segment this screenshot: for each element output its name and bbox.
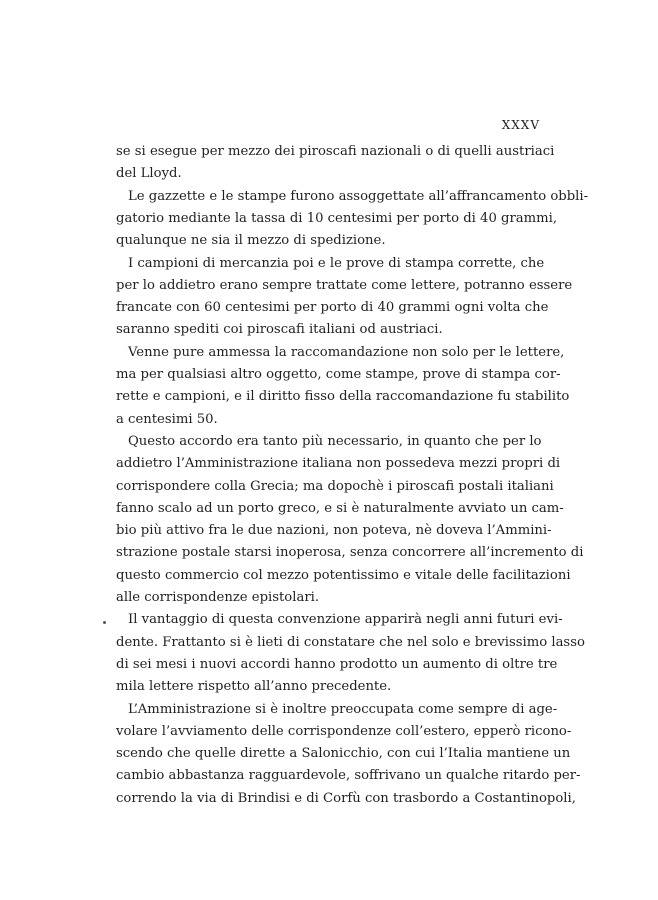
ink-speck: [103, 621, 106, 624]
text-line: Il vantaggio di questa convenzione apparirà negli anni futuri evi-: [128, 612, 563, 628]
text-line: a centesimi 50.: [116, 411, 218, 427]
text-line: saranno spediti coi piroscafi italiani od austriaci.: [116, 322, 443, 338]
text-line: L’Amministrazione si è inoltre preoccupata come sempre di age-: [128, 701, 558, 717]
text-line: Le gazzette e le stampe furono assoggettate all’affrancamento obbli-: [128, 188, 589, 204]
text-line: qualunque ne sia il mezzo di spedizione.: [116, 233, 386, 249]
text-line: volare l’avviamento delle corrispondenze coll’estero, epperò ricono-: [116, 723, 572, 739]
text-line: di sei mesi i nuovi accordi hanno prodotto un aumento di oltre tre: [116, 656, 558, 672]
text-line: fanno scalo ad un porto greco, e si è naturalmente avviato un cam-: [116, 500, 564, 516]
text-line: gatorio mediante la tassa di 10 centesimi per porto di 40 grammi,: [116, 210, 558, 226]
text-line: ma per qualsiasi altro oggetto, come stampe, prove di stampa cor-: [116, 367, 561, 382]
text-line: francate con 60 centesimi per porto di 40 grammi ogni volta che: [116, 300, 549, 316]
text-line: se si esegue per mezzo dei piroscafi nazionali o di quelli austriaci: [116, 144, 555, 159]
text-line: cambio abbastanza ragguardevole, soffrivano un qualche ritardo per-: [116, 768, 581, 784]
text-line: addietro l’Amministrazione italiana non possedeva mezzi propri di: [116, 456, 561, 472]
text-line: I campioni di mercanzia poi e le prove di stampa corrette, che: [128, 255, 545, 271]
text-line: del Lloyd.: [116, 166, 182, 182]
text-line: correndo la via di Brindisi e di Corfù con trasbordo a Costantinopoli,: [116, 790, 576, 806]
text-line: questo commercio col mezzo potentissimo e vitale delle facilitazioni: [116, 567, 571, 583]
text-line: alle corrispondenze epistolari.: [116, 590, 320, 605]
text-line: Questo accordo era tanto più necessario, in quanto che per lo: [128, 433, 542, 449]
text-line: dente. Frattanto si è lieti di constatare che nel solo e brevissimo lasso: [116, 634, 585, 650]
text-line: corrispondere colla Grecia; ma dopochè i piroscafi postali italiani: [116, 478, 554, 494]
text-line: bio più attivo fra le due nazioni, non poteva, nè doveva l’Ammini-: [116, 523, 552, 539]
text-line: Venne pure ammessa la raccomandazione non solo per le lettere,: [128, 344, 565, 360]
text-line: rette e campioni, e il diritto fisso della raccomandazione fu stabilito: [116, 389, 570, 405]
text-line: mila lettere rispetto all’anno precedente.: [116, 679, 392, 695]
page-number: XXXV: [501, 118, 540, 132]
text-line: scendo che quelle dirette a Salonicchio, con cui l’Italia mantiene un: [116, 746, 571, 762]
text-line: strazione postale starsi inoperosa, senza concorrere all’incremento di: [116, 545, 584, 561]
text-line: per lo addietro erano sempre trattate come lettere, potranno essere: [116, 277, 573, 293]
